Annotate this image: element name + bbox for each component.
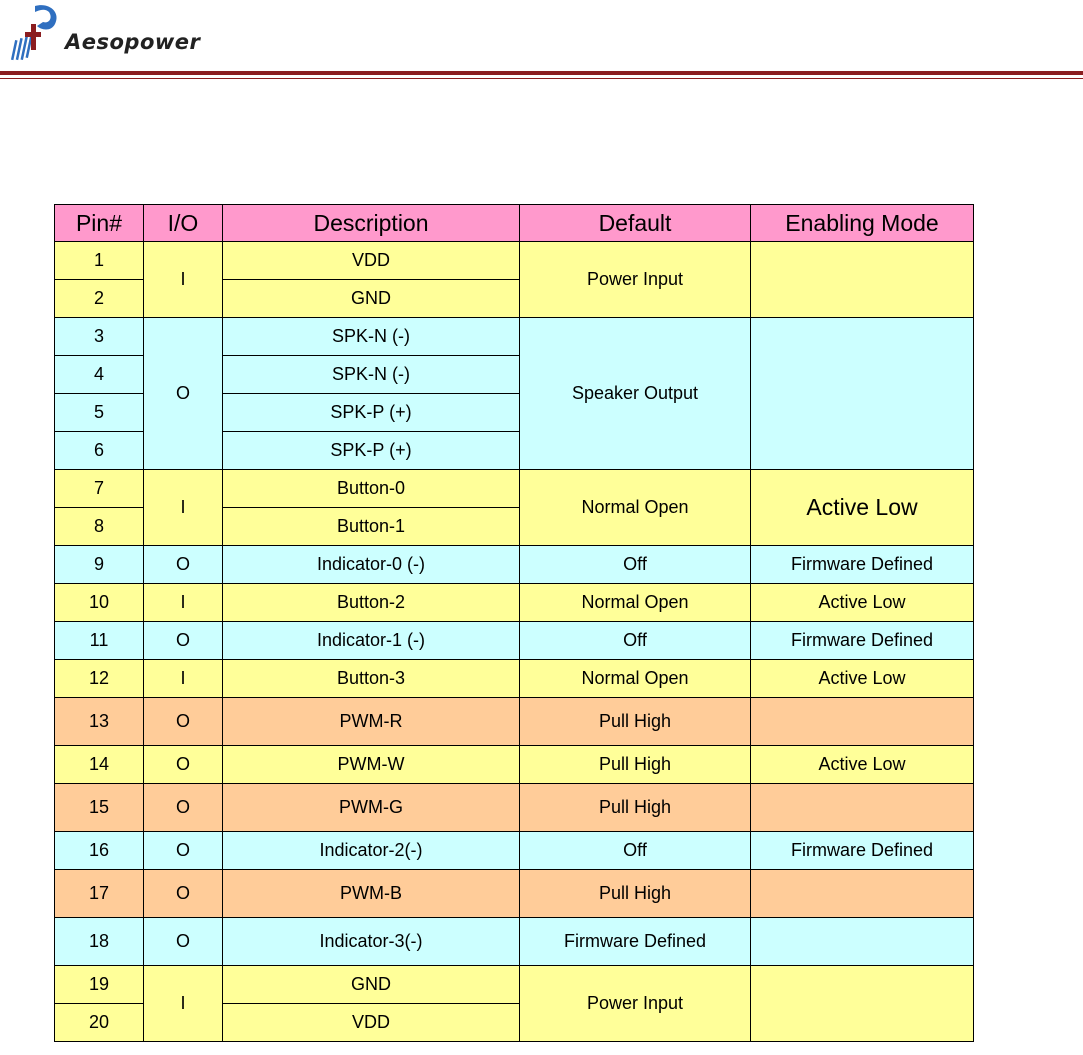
table-row: [55, 242, 974, 280]
description-cell: SPK-P (+): [223, 394, 520, 432]
table-row: [55, 832, 974, 870]
mode-cell: Firmware Defined: [751, 832, 974, 870]
default-cell: Power Input: [520, 966, 751, 1042]
mode-cell: [751, 870, 974, 918]
mode-cell: Active Low: [751, 660, 974, 698]
description-cell: SPK-N (-): [223, 356, 520, 394]
pin-cell: 19: [55, 966, 144, 1004]
pin-table: [54, 204, 974, 1042]
pin-cell: 12: [55, 660, 144, 698]
mode-cell: [751, 242, 974, 318]
column-header-pin: Pin#: [55, 205, 144, 242]
pin-cell: 11: [55, 622, 144, 660]
company-logo: [5, 0, 205, 64]
table-row: [55, 966, 974, 1004]
mode-cell: [751, 966, 974, 1042]
pin-cell: 7: [55, 470, 144, 508]
description-cell: PWM-G: [223, 784, 520, 832]
pin-cell: 16: [55, 832, 144, 870]
default-cell: Pull High: [520, 784, 751, 832]
io-cell: O: [144, 918, 223, 966]
header-rule-thick: [0, 71, 1083, 75]
io-cell: O: [144, 746, 223, 784]
mode-cell: Active Low: [751, 746, 974, 784]
mode-cell: [751, 698, 974, 746]
io-cell: O: [144, 698, 223, 746]
pin-cell: 3: [55, 318, 144, 356]
header-rule-thin: [0, 78, 1083, 79]
description-cell: GND: [223, 966, 520, 1004]
pin-cell: 4: [55, 356, 144, 394]
mode-cell: Firmware Defined: [751, 622, 974, 660]
mode-cell: Firmware Defined: [751, 546, 974, 584]
pin-cell: 2: [55, 280, 144, 318]
pin-cell: 17: [55, 870, 144, 918]
pin-cell: 10: [55, 584, 144, 622]
table-row: [55, 622, 974, 660]
table-row: [55, 318, 974, 356]
default-cell: Pull High: [520, 870, 751, 918]
aesopower-logo-icon: [5, 0, 63, 64]
default-cell: Off: [520, 622, 751, 660]
io-cell: O: [144, 870, 223, 918]
pin-cell: 5: [55, 394, 144, 432]
description-cell: Button-3: [223, 660, 520, 698]
description-cell: Button-0: [223, 470, 520, 508]
pin-cell: 6: [55, 432, 144, 470]
description-cell: VDD: [223, 1004, 520, 1042]
default-cell: Firmware Defined: [520, 918, 751, 966]
table-row: [55, 660, 974, 698]
table-row: [55, 584, 974, 622]
default-cell: Normal Open: [520, 584, 751, 622]
default-cell: Power Input: [520, 242, 751, 318]
table-row: [55, 698, 974, 746]
pin-cell: 18: [55, 918, 144, 966]
description-cell: SPK-P (+): [223, 432, 520, 470]
default-cell: Off: [520, 832, 751, 870]
description-cell: Indicator-1 (-): [223, 622, 520, 660]
pin-cell: 13: [55, 698, 144, 746]
mode-cell: [751, 318, 974, 470]
brand-name: Aesopower: [65, 30, 201, 54]
column-header-description: Description: [223, 205, 520, 242]
mode-cell: Active Low: [751, 470, 974, 546]
pin-cell: 14: [55, 746, 144, 784]
default-cell: Speaker Output: [520, 318, 751, 470]
io-cell: I: [144, 584, 223, 622]
table-row: [55, 470, 974, 508]
pin-cell: 8: [55, 508, 144, 546]
description-cell: Indicator-0 (-): [223, 546, 520, 584]
mode-cell: [751, 918, 974, 966]
pin-cell: 20: [55, 1004, 144, 1042]
description-cell: SPK-N (-): [223, 318, 520, 356]
description-cell: PWM-B: [223, 870, 520, 918]
column-header-default: Default: [520, 205, 751, 242]
description-cell: Indicator-2(-): [223, 832, 520, 870]
io-cell: O: [144, 546, 223, 584]
table-row: [55, 546, 974, 584]
table-row: [55, 746, 974, 784]
default-cell: Pull High: [520, 698, 751, 746]
default-cell: Off: [520, 546, 751, 584]
table-row: [55, 784, 974, 832]
table-row: [55, 870, 974, 918]
pin-cell: 1: [55, 242, 144, 280]
description-cell: PWM-R: [223, 698, 520, 746]
io-cell: O: [144, 832, 223, 870]
pin-cell: 9: [55, 546, 144, 584]
description-cell: Indicator-3(-): [223, 918, 520, 966]
io-cell: O: [144, 784, 223, 832]
io-cell: O: [144, 318, 223, 470]
default-cell: Normal Open: [520, 660, 751, 698]
io-cell: I: [144, 242, 223, 318]
description-cell: PWM-W: [223, 746, 520, 784]
default-cell: Normal Open: [520, 470, 751, 546]
column-header-io: I/O: [144, 205, 223, 242]
mode-cell: [751, 784, 974, 832]
mode-cell: Active Low: [751, 584, 974, 622]
table-row: [55, 918, 974, 966]
io-cell: O: [144, 622, 223, 660]
io-cell: I: [144, 966, 223, 1042]
description-cell: GND: [223, 280, 520, 318]
io-cell: I: [144, 660, 223, 698]
description-cell: Button-1: [223, 508, 520, 546]
description-cell: VDD: [223, 242, 520, 280]
default-cell: Pull High: [520, 746, 751, 784]
table-header-row: [55, 205, 974, 242]
description-cell: Button-2: [223, 584, 520, 622]
pin-cell: 15: [55, 784, 144, 832]
io-cell: I: [144, 470, 223, 546]
column-header-enabling-mode: Enabling Mode: [751, 205, 974, 242]
